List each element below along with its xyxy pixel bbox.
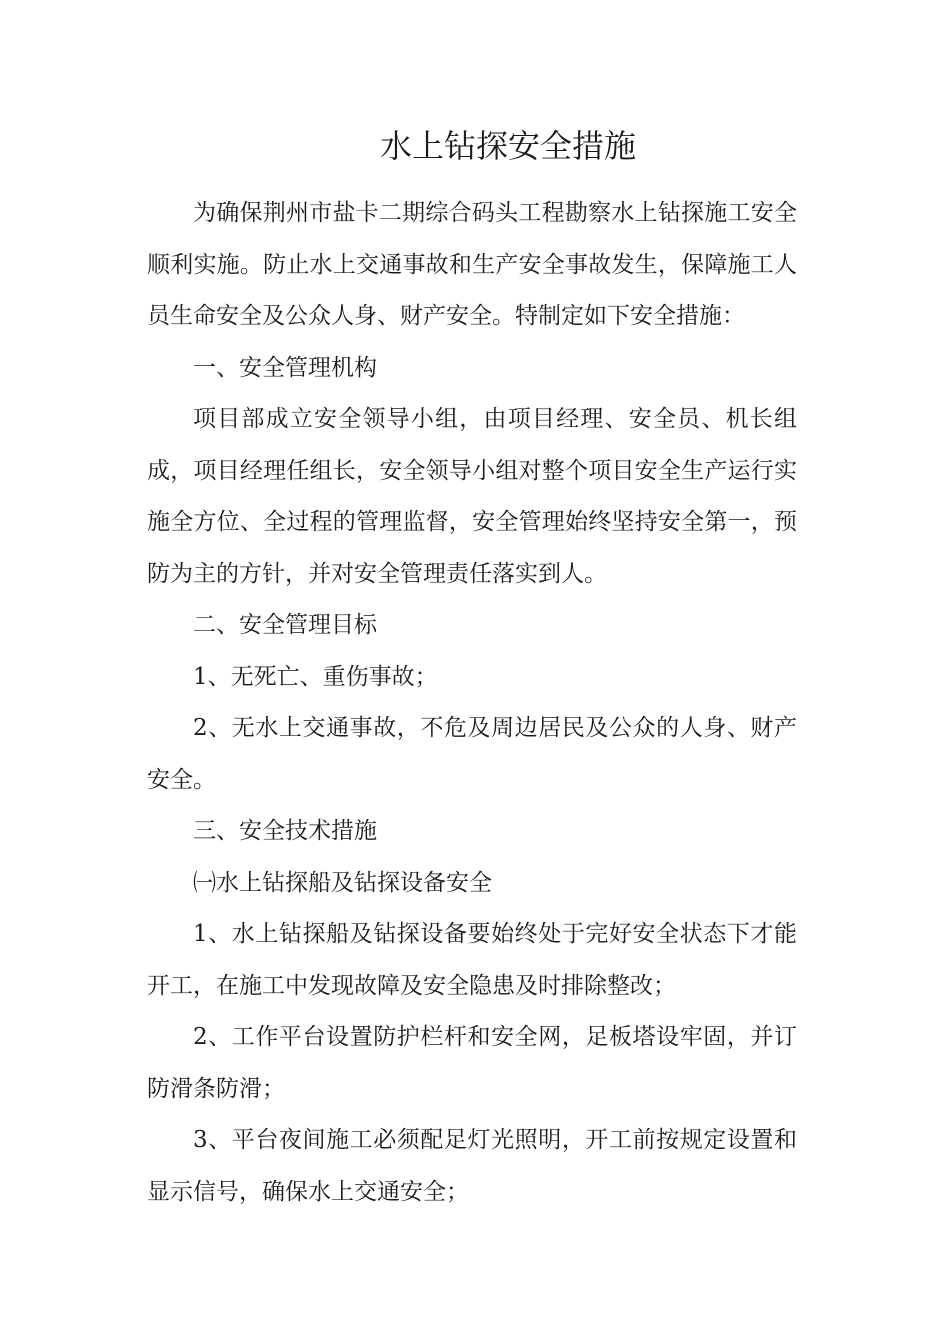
section-heading-measures: 三、安全技术措施 xyxy=(193,818,377,844)
subsection-heading-equipment: ㈠水上钻探船及钻探设备安全 xyxy=(193,869,492,896)
document-body xyxy=(147,188,797,1218)
section-heading-goals: 二、安全管理目标 xyxy=(193,612,377,638)
goal-item-2: 2、无水上交通事故，不危及周边居民及公众的人身、财产安全。 xyxy=(147,715,797,793)
intro-paragraph: 为确保荆州市盐卡二期综合码头工程勘察水上钻探施工安全顺利实施。防止水上交通事故和生产安全事故发生，保障施工人员生命安全及公众人身、财产安全。特制定如下安全措施： xyxy=(147,200,797,329)
section-heading-organization: 一、安全管理机构 xyxy=(193,354,377,381)
measure-item-3: 3、平台夜间施工必须配足灯光照明，开工前按规定设置和显示信号，确保水上交通安全； xyxy=(147,1127,797,1205)
organization-paragraph: 项目部成立安全领导小组，由项目经理、安全员、机长组成，项目经理任组长，安全领导小组对整个项目安全生产运行实施全方位、全过程的管理监督，安全管理始终坚持安全第一，预防为主的方针，并对安全管理责任落实到人。 xyxy=(147,406,797,587)
goal-item-1: 1、无死亡、重伤事故； xyxy=(193,663,438,690)
document-title: 水上钻探安全措施 xyxy=(379,127,636,165)
measure-item-1: 1、水上钻探船及钻探设备要始终处于完好安全状态下才能开工，在施工中发现故障及安全隐患及时排除整改； xyxy=(147,921,797,999)
measure-item-2: 2、工作平台设置防护栏杆和安全网，足板塔设牢固，并订防滑条防滑； xyxy=(147,1024,797,1102)
